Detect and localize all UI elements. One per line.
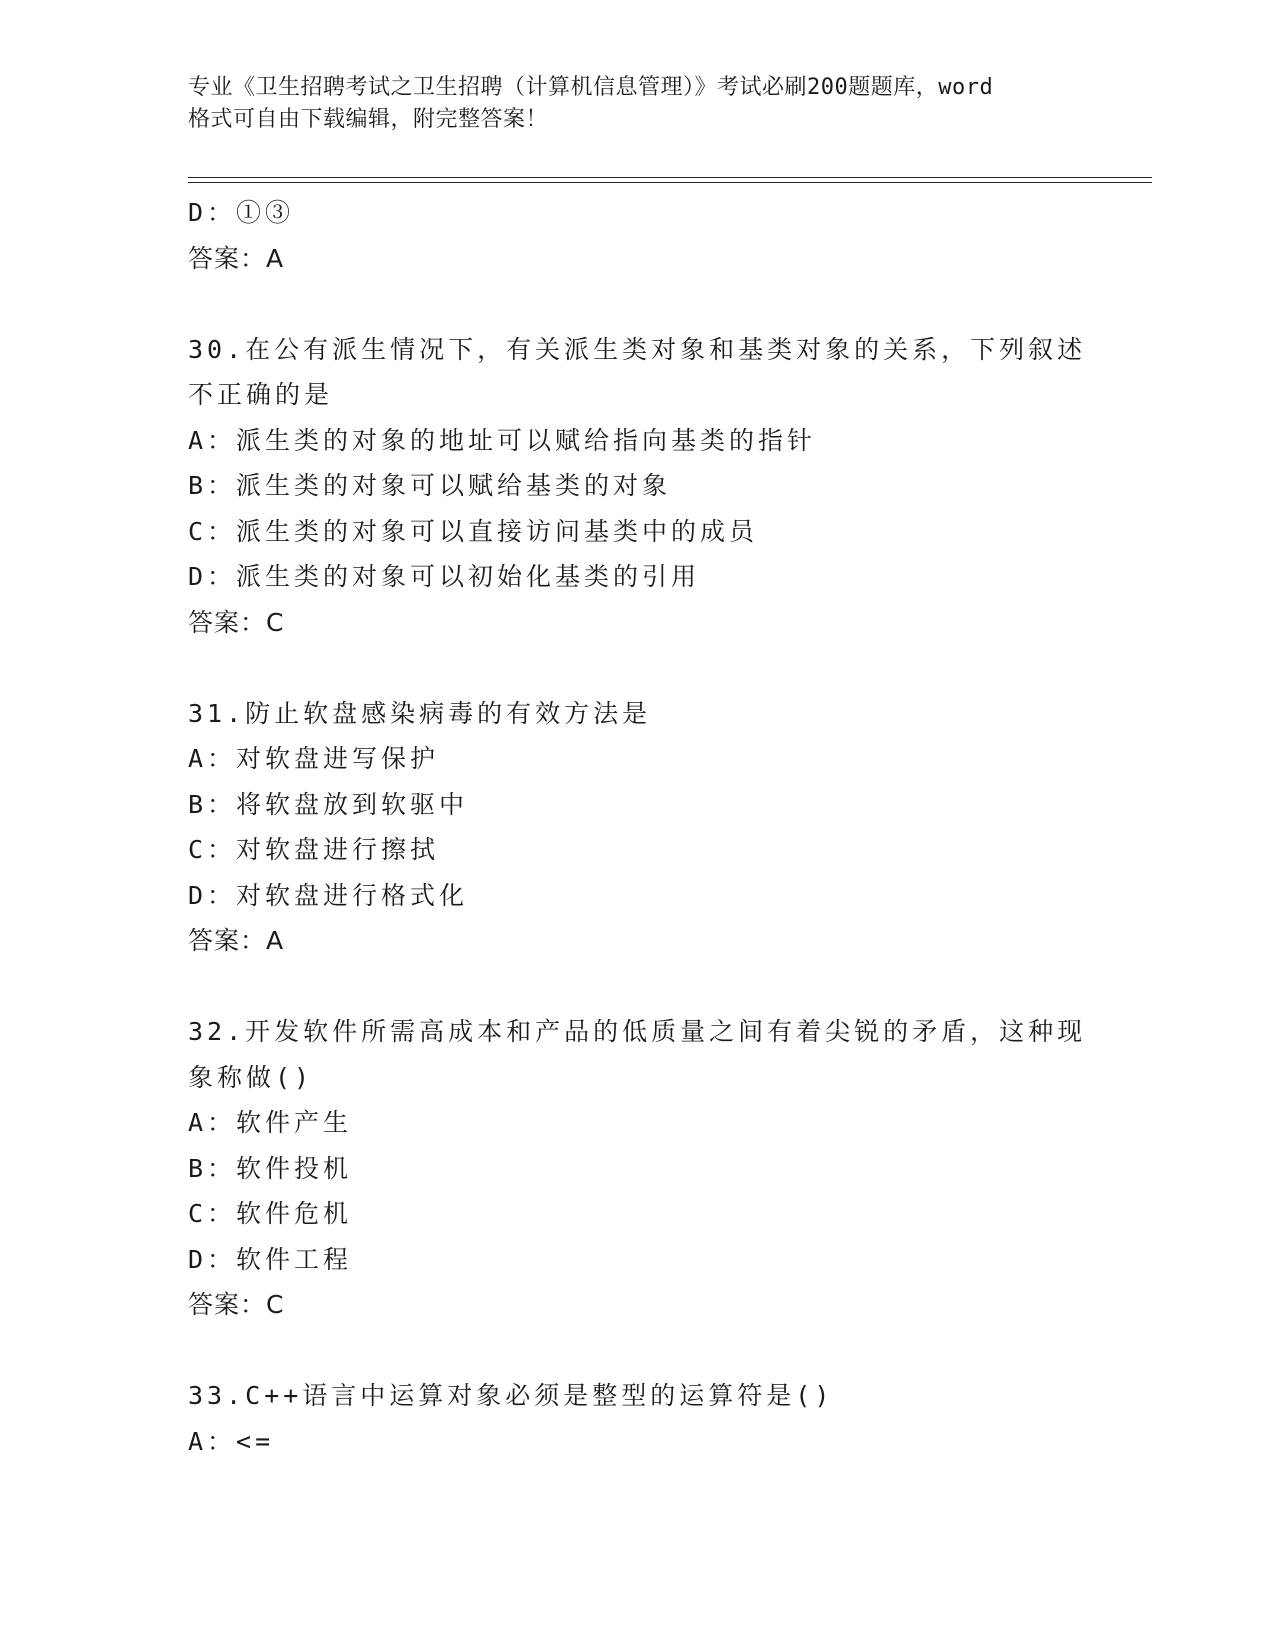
header-line-2: 格式可自由下载编辑，附完整答案！ xyxy=(188,107,549,132)
spacer xyxy=(188,281,1088,327)
question-29-tail xyxy=(188,190,1088,281)
question-stem-continued: 不正确的是 xyxy=(188,380,334,409)
option-c: C：对软盘进行擦拭 xyxy=(188,835,440,864)
answer-line: 答案：A xyxy=(188,243,285,273)
spacer xyxy=(188,1328,1088,1374)
answer-line: 答案：C xyxy=(188,1290,285,1319)
question-30 xyxy=(188,327,1088,646)
document-header xyxy=(188,72,1088,136)
option-a: A：<= xyxy=(188,1426,275,1456)
option-b: B：派生类的对象可以赋给基类的对象 xyxy=(188,471,672,500)
header-divider-bottom xyxy=(188,182,1152,183)
option-d: D：对软盘进行格式化 xyxy=(188,880,469,910)
question-stem: 33.C++语言中运算对象必须是整型的运算符是() xyxy=(188,1381,834,1410)
option-d: D：派生类的对象可以初始化基类的引用 xyxy=(188,562,701,591)
option-b: B：软件投机 xyxy=(188,1153,353,1183)
answer-line: 答案：C xyxy=(188,607,285,637)
spacer xyxy=(188,964,1088,1010)
option-d: D：①③ xyxy=(188,198,295,227)
option-d: D：软件工程 xyxy=(188,1244,353,1274)
header-line-1: 专业《卫生招聘考试之卫生招聘（计算机信息管理）》考试必刷200题题库，word xyxy=(188,75,994,100)
option-a: A：对软盘进写保护 xyxy=(188,744,440,773)
option-a: A：软件产生 xyxy=(188,1108,353,1137)
spacer xyxy=(188,645,1088,691)
question-32 xyxy=(188,1009,1088,1328)
question-31 xyxy=(188,691,1088,964)
option-a: A：派生类的对象的地址可以赋给指向基类的指针 xyxy=(188,425,817,455)
answer-line: 答案：A xyxy=(188,926,285,955)
option-c: C：软件危机 xyxy=(188,1199,353,1228)
question-stem: 32.开发软件所需高成本和产品的低质量之间有着尖锐的矛盾，这种现 xyxy=(188,1017,1087,1046)
question-stem: 31.防止软盘感染病毒的有效方法是 xyxy=(188,698,652,728)
option-b: B：将软盘放到软驱中 xyxy=(188,789,469,819)
header-divider-top xyxy=(188,177,1152,178)
option-c: C：派生类的对象可以直接访问基类中的成员 xyxy=(188,516,759,546)
question-stem-continued: 象称做() xyxy=(188,1062,314,1092)
question-list xyxy=(188,190,1088,1464)
question-33 xyxy=(188,1373,1088,1464)
question-stem: 30.在公有派生情况下，有关派生类对象和基类对象的关系，下列叙述 xyxy=(188,334,1087,364)
